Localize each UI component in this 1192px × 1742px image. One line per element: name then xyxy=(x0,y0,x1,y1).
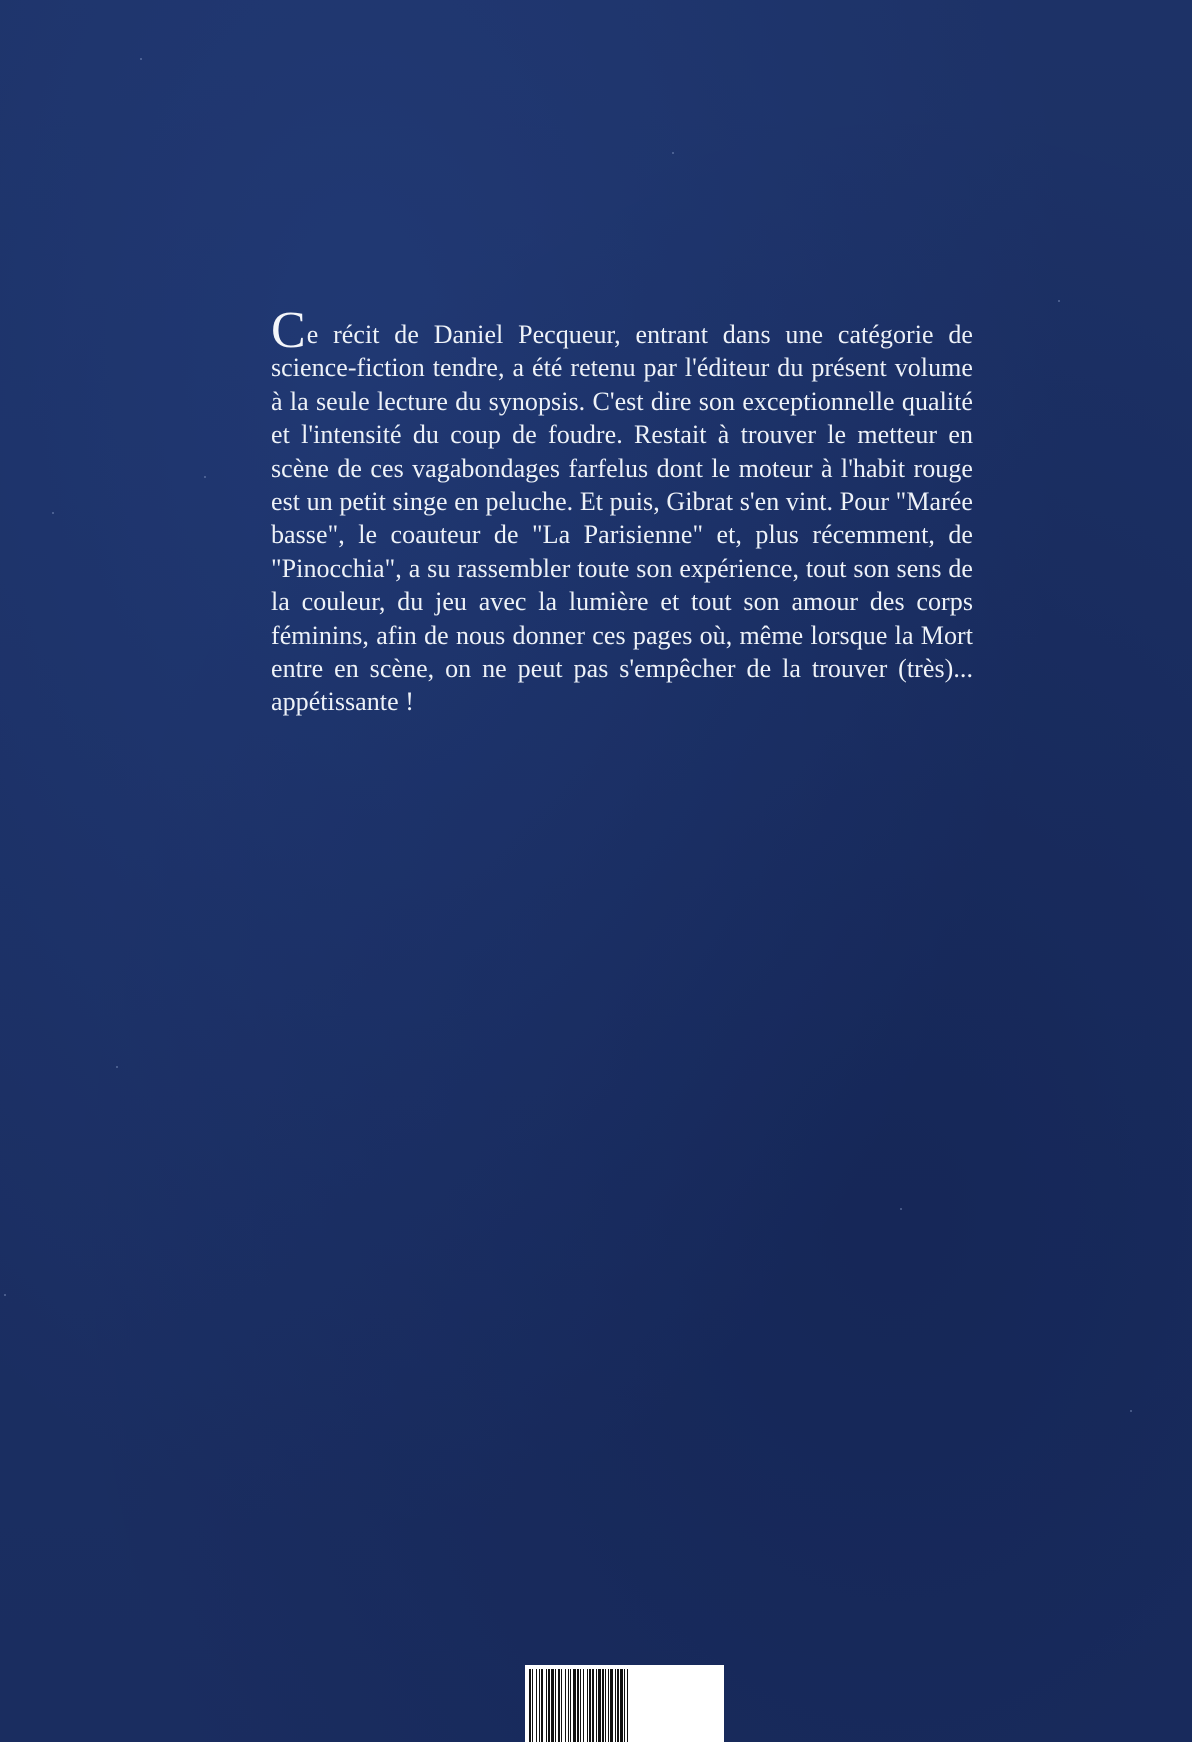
paper-speck xyxy=(204,476,206,478)
barcode-bar xyxy=(541,1669,543,1742)
barcode-bar xyxy=(536,1669,537,1742)
barcode-bars xyxy=(525,1665,724,1742)
paper-speck xyxy=(140,58,142,60)
barcode-bar xyxy=(598,1669,601,1742)
barcode-bar xyxy=(529,1669,531,1742)
barcode-bar xyxy=(551,1669,554,1742)
drop-cap: C xyxy=(271,302,306,359)
paper-speck xyxy=(1058,300,1060,302)
barcode-bar xyxy=(555,1669,556,1742)
paper-speck xyxy=(52,512,54,514)
barcode-bar xyxy=(627,1669,628,1742)
barcode-bar xyxy=(548,1669,550,1742)
barcode-bar xyxy=(570,1669,571,1742)
barcode-bar xyxy=(602,1669,604,1742)
barcode-bar xyxy=(592,1669,594,1742)
barcode-bar xyxy=(589,1669,591,1742)
barcode-bar xyxy=(624,1669,625,1742)
barcode-bar xyxy=(617,1669,619,1742)
barcode-bar xyxy=(580,1669,581,1742)
barcode-bar xyxy=(610,1669,613,1742)
barcode-bar xyxy=(577,1669,579,1742)
barcode-bar xyxy=(568,1669,569,1742)
barcode-bar xyxy=(596,1669,597,1742)
barcode-bar xyxy=(587,1669,588,1742)
paper-speck xyxy=(116,1066,118,1068)
paper-speck xyxy=(672,152,674,154)
barcode-bar xyxy=(620,1669,623,1742)
barcode-bar xyxy=(561,1669,562,1742)
barcode-bar xyxy=(558,1669,560,1742)
barcode-bar xyxy=(532,1669,533,1742)
barcode-bar xyxy=(565,1669,566,1742)
barcode-bar xyxy=(539,1669,540,1742)
synopsis-blurb xyxy=(271,302,973,719)
barcode xyxy=(525,1665,724,1742)
barcode-bar xyxy=(583,1669,584,1742)
paper-speck xyxy=(4,1294,6,1296)
paper-speck xyxy=(1130,1410,1132,1412)
barcode-bar xyxy=(608,1669,609,1742)
barcode-bar xyxy=(573,1669,576,1742)
barcode-bar xyxy=(605,1669,606,1742)
paper-speck xyxy=(900,1208,902,1210)
synopsis-text: e récit de Daniel Pecqueur, entrant dans une catégorie de science-fiction tendre, a été retenu par l'éditeur du présent volume à la seule lecture du synopsis. C'est dire son exceptionnelle qualité et l'intensité du coup de foudre. Restait à trouver le metteur en scène de ces vagabondages farfelus dont le moteur à l'habit rouge est un petit singe en peluche. Et puis, Gibrat s'en vint. Pour "Marée basse", le coauteur de "La Parisienne" et, plus récemment, de "Pinocchia", a su rassembler toute son expérience, tout son sens de la couleur, du jeu avec la lumière et tout son amour des corps féminins, afin de nous donner ces pages où, même lorsque la Mort entre en scène, on ne peut pas s'empêcher de la trouver (très)... appétissante ! xyxy=(271,320,973,717)
barcode-bar xyxy=(615,1669,616,1742)
barcode-bar xyxy=(546,1669,547,1742)
